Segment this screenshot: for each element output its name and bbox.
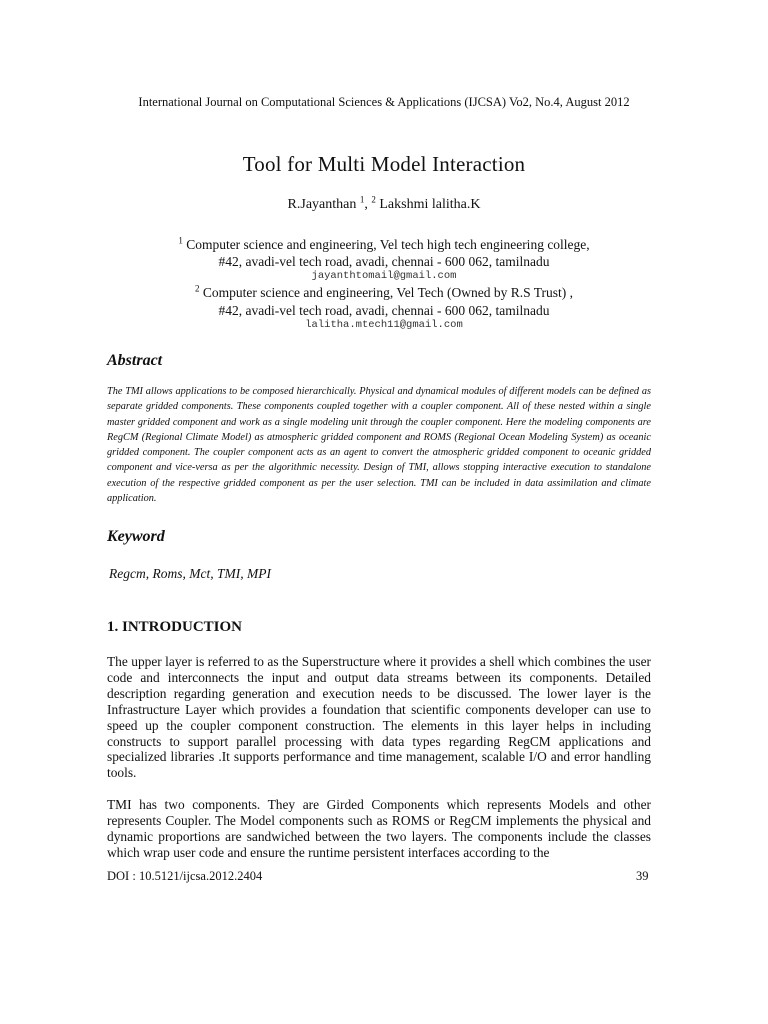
affiliation-2-text: Computer science and engineering, Vel Tech (Owned by R.S Trust) , [199, 285, 573, 300]
footer-doi: DOI : 10.5121/ijcsa.2012.2404 [107, 869, 263, 883]
affiliation-1-email[interactable]: jayanthtomail@gmail.com [311, 270, 457, 282]
running-head: International Journal on Computational Sciences & Applications (IJCSA) Vo2, No.4, August 2012 [138, 95, 630, 109]
affiliation-1-line-1 [0, 236, 768, 253]
affiliation-1-superscript: 1 [178, 235, 183, 246]
author-line [0, 194, 768, 213]
introduction-paragraph-1: The upper layer is referred to as the Superstructure where it provides a shell which combines the user code and interconnects the input and output data streams between its components. Detailed description regarding generation and execution needs to be discussed. The lower layer is the Infrastructure Layer which provides a foundation that scientific components developer can use to speed up the coupler component construction. The elements in this layer helps in including constructs to support parallel processing with data types regarding RegCM applications and specialized libraries .It supports performance and time management, scalable I/O and error handling tools. [107, 654, 651, 781]
affiliation-2-email[interactable]: lalitha.mtech11@gmail.com [305, 319, 463, 331]
affiliation-2-superscript: 2 [195, 283, 200, 294]
introduction-heading: 1. INTRODUCTION [107, 619, 243, 635]
keyword-list: Regcm, Roms, Mct, TMI, MPI [109, 566, 271, 581]
abstract-heading: Abstract [107, 352, 163, 369]
keyword-heading: Keyword [107, 528, 165, 545]
author-1-superscript: 1 [359, 194, 365, 205]
paper-title: Tool for Multi Model Interaction [242, 152, 526, 176]
introduction-paragraph-2: TMI has two components. They are Girded Components which represents Models and other represents Coupler. The Model components such as ROMS or RegCM implements the physical and dynamic proportions are sandwiched between the two layers. The components include the classes which wrap user code and ensure the runtime persistent interfaces according to the [107, 797, 651, 860]
affiliation-2-line-1 [0, 284, 768, 301]
author-separator: , [364, 197, 372, 212]
author-1: R.Jayanthan [287, 197, 360, 212]
author-2: Lakshmi lalitha.K [375, 197, 481, 212]
affiliation-1-text: Computer science and engineering, Vel tech high tech engineering college, [182, 237, 590, 252]
affiliation-2-line-2: #42, avadi-vel tech road, avadi, chennai - 600 062, tamilnadu [218, 303, 550, 318]
page-number: 39 [636, 869, 649, 883]
affiliation-1-line-2: #42, avadi-vel tech road, avadi, chennai - 600 062, tamilnadu [218, 254, 550, 269]
author-2-superscript: 2 [371, 194, 376, 205]
abstract-text: The TMI allows applications to be composed hierarchically. Physical and dynamical modules of different models can be defined as separate gridded components. These components coupled together with a coupler component. All of these nested within a single master gridded component and work as a single modeling unit through the coupler component. Here the modeling components are RegCM (Regional Climate Model) as atmospheric gridded component and ROMS (Regional Ocean Modeling System) as oceanic gridded component. The coupler component acts as an agent to convert the atmospheric gridded component to oceanic gridded component and vice-versa as per the algorithmic necessity. Design of TMI, allows stopping interactive execution to standalone execution of the respective gridded component as per the user selection. TMI can be included in data assimilation and climate application. [107, 386, 651, 505]
